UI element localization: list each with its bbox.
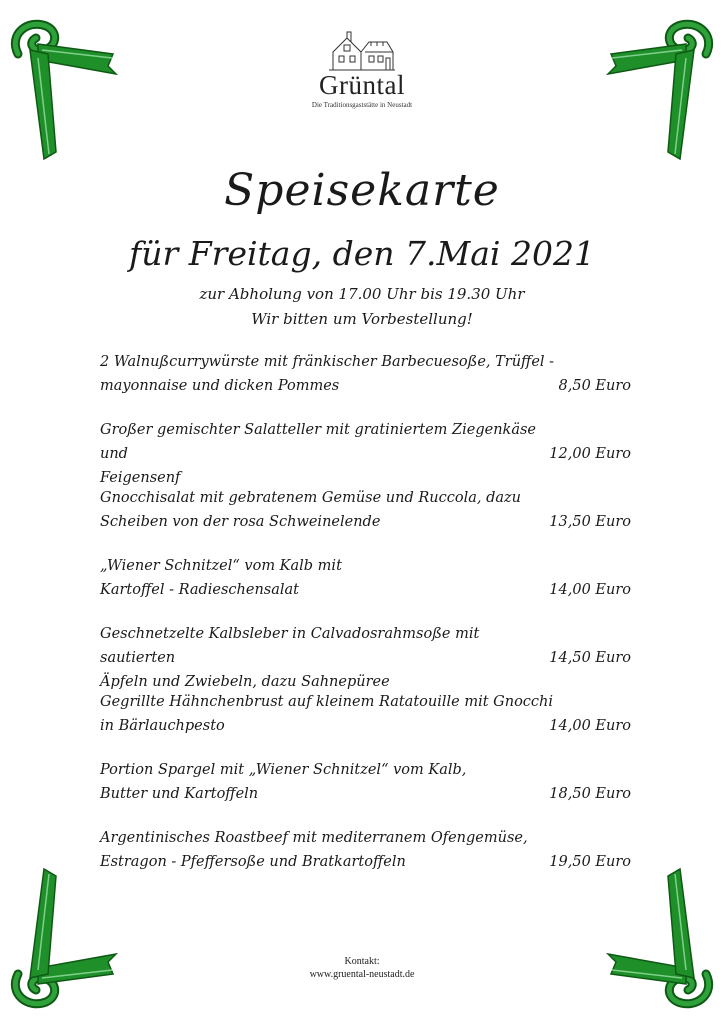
item-price: 8,50 Euro [558, 378, 631, 394]
logo [300, 28, 424, 109]
item-line-2: Kartoffel - Radieschensalat [100, 582, 299, 598]
ribbon-corner-top-right [606, 14, 716, 164]
item-line-2: Äpfeln und Zwiebeln, dazu Sahnepüree [100, 674, 390, 690]
pickup-note: zur Abholung von 17.00 Uhr bis 19.30 Uhr [199, 285, 525, 303]
item-line-1: Gnocchisalat mit gebratenem Gemüse und Ruccola, dazu [100, 490, 521, 506]
list-item [100, 418, 635, 486]
item-line-1: Großer gemischter Salatteller mit gratiniertem Ziegenkäse und [100, 422, 536, 462]
item-price: 14,00 Euro [549, 582, 631, 598]
item-price: 13,50 Euro [549, 514, 631, 530]
logo-tagline: Die Traditionsgaststätte in Neustadt [311, 101, 413, 109]
contact-label: Kontakt: [344, 956, 380, 967]
item-line-2: Feigensenf [100, 470, 181, 486]
item-line-1: „Wiener Schnitzel“ vom Kalb mit [100, 558, 342, 574]
item-line-1: Argentinisches Roastbeef mit mediterranem Ofengemüse, [100, 830, 528, 846]
item-line-1: Gegrillte Hähnchenbrust auf kleinem Ratatouille mit Gnocchi [100, 694, 554, 710]
item-line-2: Estragon - Pfeffersoße und Bratkartoffeln [100, 854, 406, 870]
item-price: 14,50 Euro [549, 650, 631, 666]
website-link[interactable]: www.gruental-neustadt.de [309, 969, 415, 980]
house-icon [325, 28, 399, 72]
item-price: 12,00 Euro [549, 446, 631, 462]
item-line-1: Portion Spargel mit „Wiener Schnitzel“ vom Kalb, [100, 762, 467, 778]
preorder-note: Wir bitten um Vorbestellung! [251, 310, 473, 328]
item-line-2: mayonnaise und dicken Pommes [100, 378, 340, 394]
list-item [100, 554, 635, 622]
item-price: 18,50 Euro [549, 786, 631, 802]
item-price: 14,00 Euro [549, 718, 631, 734]
contact-block [0, 955, 724, 981]
item-price: 19,50 Euro [549, 854, 631, 870]
ribbon-corner-top-left [8, 14, 118, 164]
item-line-2: in Bärlauchpesto [100, 718, 225, 734]
item-line-2: Scheiben von der rosa Schweinelende [100, 514, 381, 530]
logo-name: Grüntal [319, 70, 405, 100]
page-title: Speisekarte [224, 165, 500, 216]
list-item [100, 486, 635, 554]
item-line-2: Butter und Kartoffeln [100, 786, 259, 802]
list-item [100, 826, 635, 894]
item-line-1: 2 Walnußcurrywürste mit fränkischer Barbecuesoße, Trüffel - [100, 354, 555, 370]
list-item [100, 350, 635, 418]
page-subtitle: für Freitag, den 7.Mai 2021 [129, 234, 595, 273]
item-line-1: Geschnetzelte Kalbsleber in Calvadosrahmsoße mit sautierten [100, 626, 480, 666]
menu-list [100, 350, 635, 894]
list-item [100, 690, 635, 758]
list-item [100, 758, 635, 826]
list-item [100, 622, 635, 690]
